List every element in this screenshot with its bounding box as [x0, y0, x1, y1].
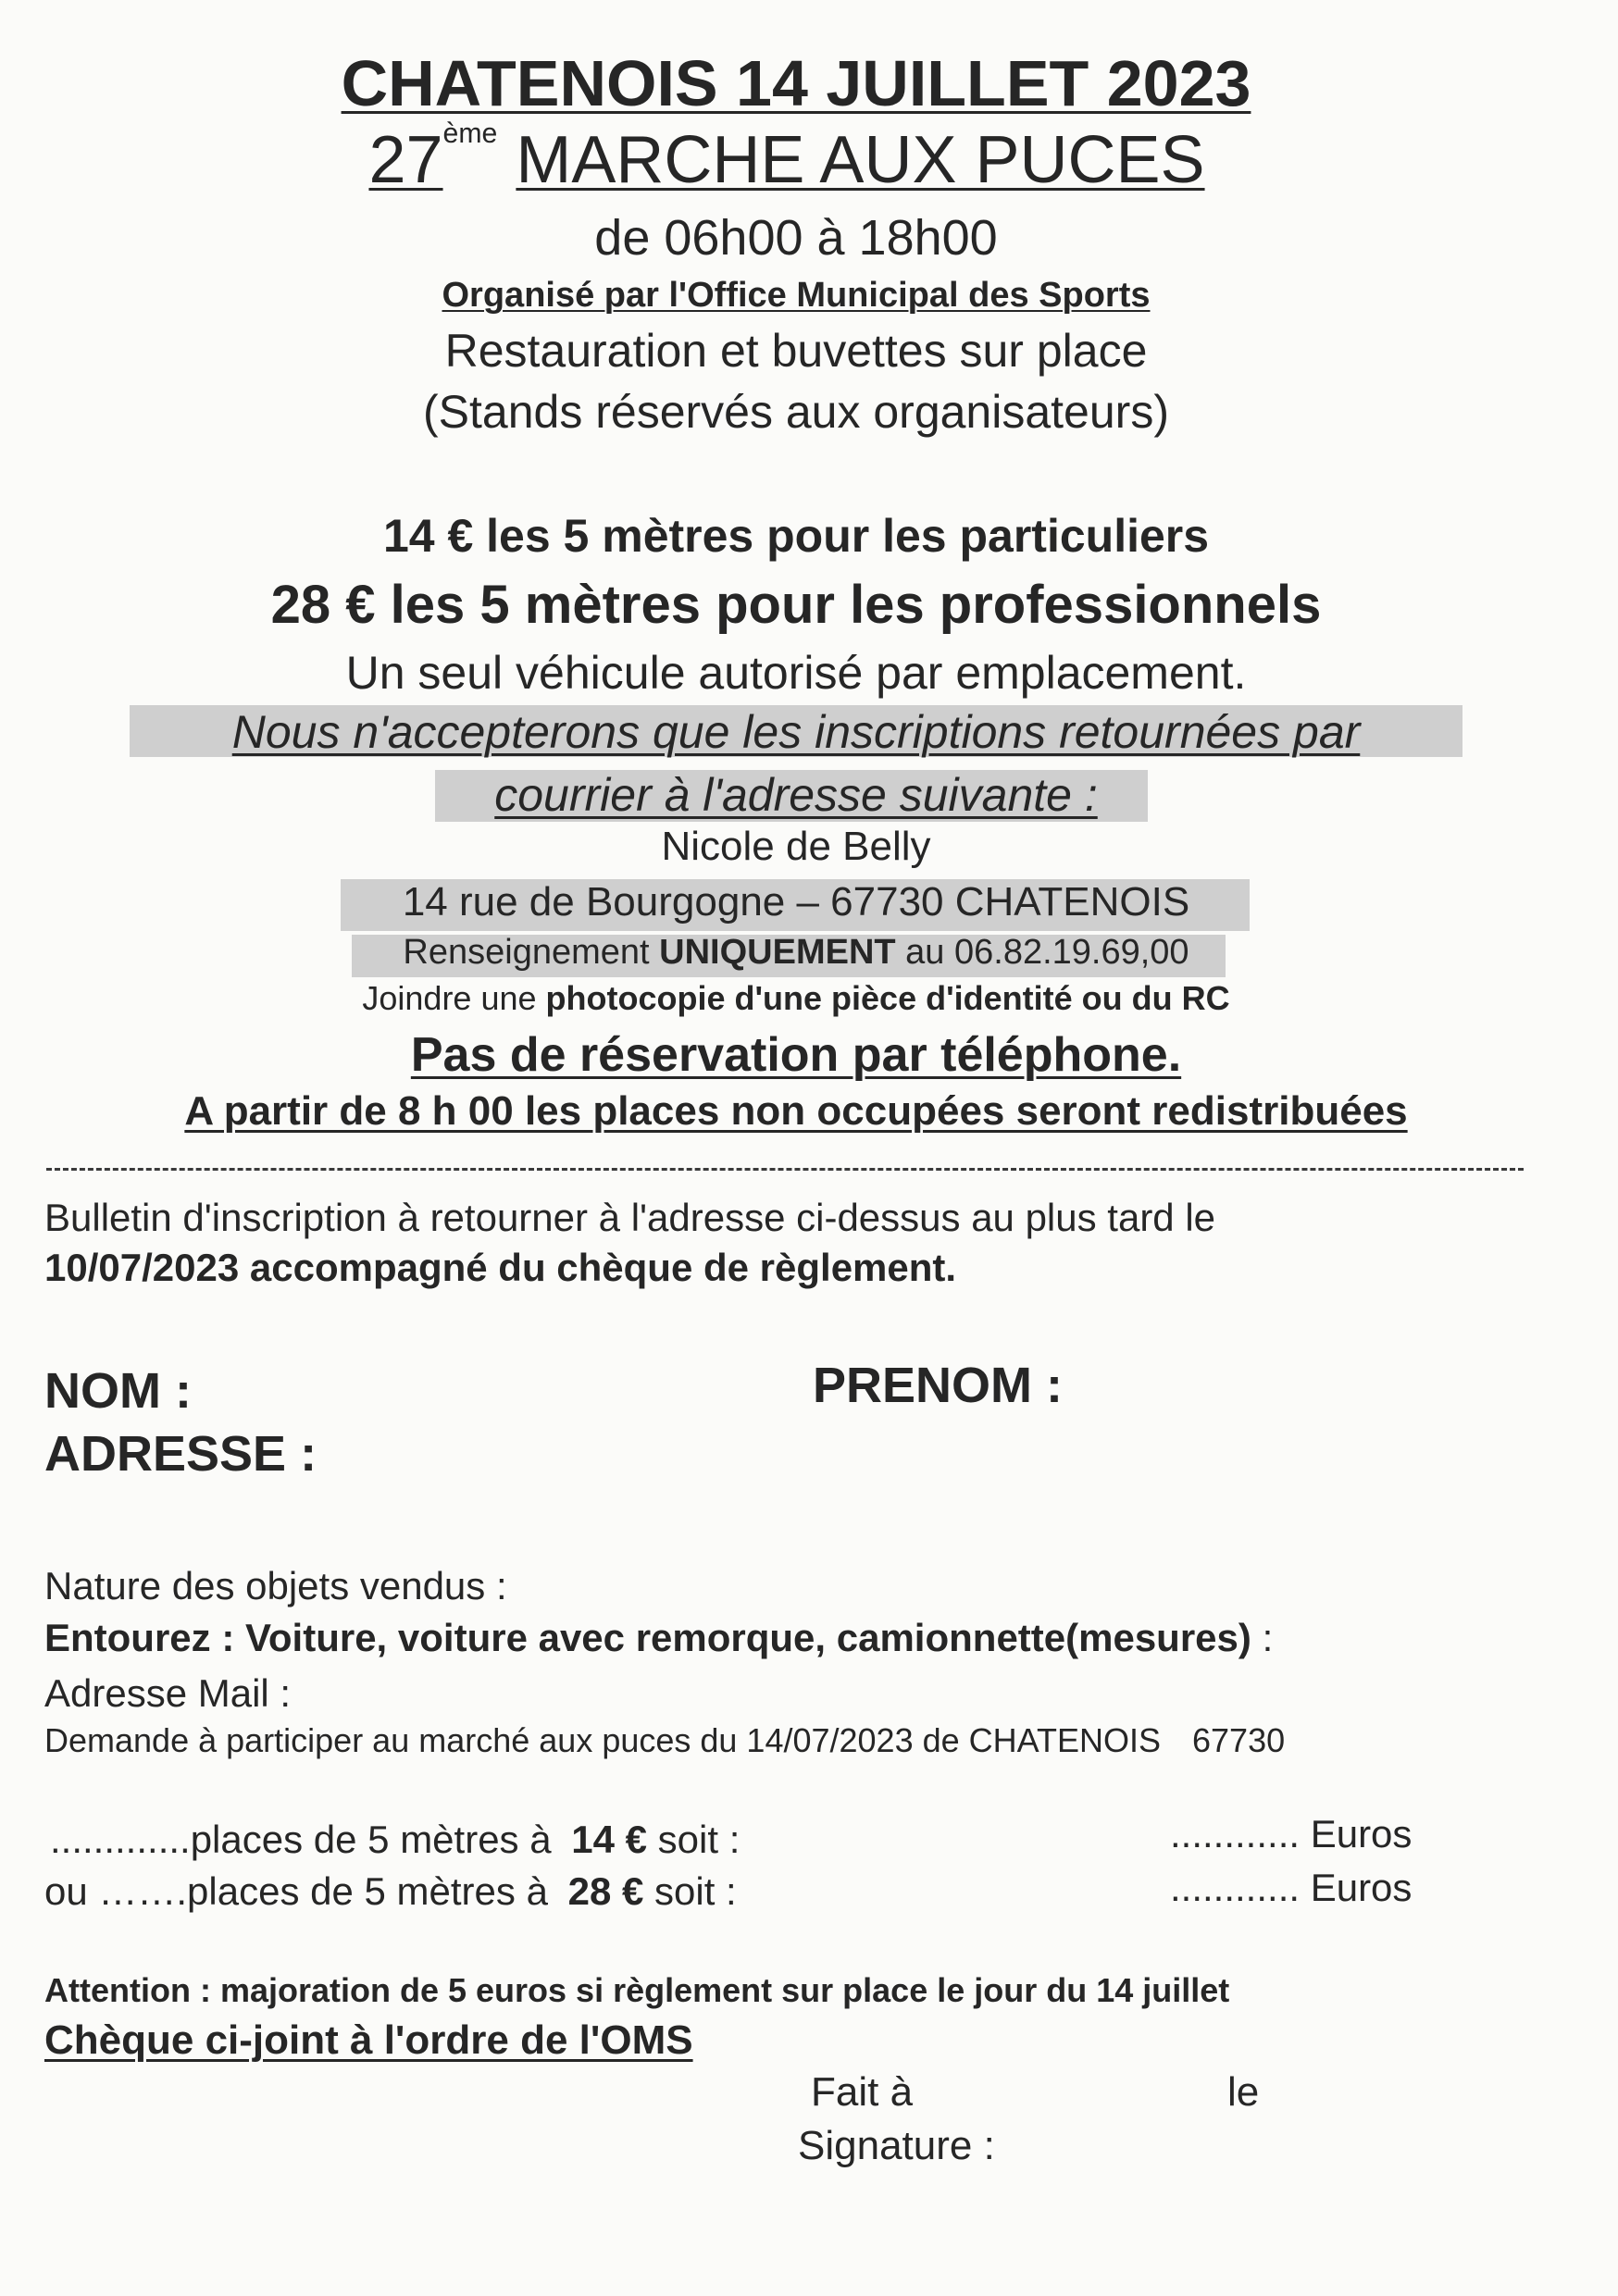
- registration-notice-line2: courrier à l'adresse suivante :: [494, 769, 1098, 821]
- places-14-total: ............ Euros: [1170, 1812, 1413, 1855]
- places-line-28: [44, 1869, 737, 1914]
- adresse-label: ADRESSE :: [44, 1426, 317, 1482]
- places-14-price: 14 €: [571, 1818, 647, 1861]
- cheque-note: Chèque ci-joint à l'ordre de l'OMS: [44, 2017, 693, 2063]
- vehicle-rule: Un seul véhicule autorisé par emplacement.: [345, 647, 1247, 699]
- email-label: Adresse Mail :: [44, 1671, 292, 1715]
- price-individuals: 14 € les 5 mètres pour les particuliers: [382, 510, 1210, 562]
- fait-label: Fait à: [811, 2069, 914, 2115]
- vehicle-choice-text: Entourez : Voiture, voiture avec remorque, camionnette(mesures): [44, 1616, 1251, 1659]
- registration-notice-line1: Nous n'accepterons que les inscriptions retournées par: [231, 706, 1361, 758]
- attach-prefix: Joindre une: [362, 979, 546, 1017]
- places-28-soit: soit :: [654, 1869, 737, 1913]
- info-line: [0, 933, 1605, 973]
- request-text: Demande à participer au marché aux puces du 14/07/2023 de CHATENOIS: [44, 1721, 1161, 1759]
- attach-line: [0, 979, 1605, 1018]
- vehicle-choice-colon: :: [1262, 1616, 1274, 1659]
- places-line-14: [50, 1818, 740, 1862]
- vehicle-choice-line: [44, 1616, 1273, 1660]
- cut-line: [46, 1168, 1524, 1171]
- redistribution-notice: A partir de 8 h 00 les places non occupées seront redistribuées: [184, 1088, 1408, 1134]
- form-intro-line2: 10/07/2023 accompagné du chèque de règlement.: [44, 1246, 957, 1289]
- contact-address: 14 rue de Bourgogne – 67730 CHATENOIS: [402, 879, 1190, 925]
- places-14-soit: soit :: [657, 1818, 741, 1861]
- signature-label: Signature :: [798, 2123, 995, 2168]
- prenom-label: PRENOM :: [813, 1358, 1063, 1413]
- event-title: CHATENOIS 14 JUILLET 2023: [341, 47, 1251, 119]
- event-hours: de 06h00 à 18h00: [594, 210, 998, 266]
- nom-label: NOM :: [44, 1363, 192, 1419]
- contact-name: Nicole de Belly: [661, 824, 931, 869]
- event-subtitle: [0, 118, 1596, 198]
- places-28-total: ............ Euros: [1170, 1866, 1413, 1909]
- info-phone: au 06.82.19.69,00: [895, 933, 1189, 972]
- no-phone-reservation: Pas de réservation par téléphone.: [410, 1028, 1182, 1082]
- event-name: MARCHE AUX PUCES: [516, 123, 1205, 197]
- places-14-dots: .............: [50, 1818, 191, 1861]
- nature-label: Nature des objets vendus :: [44, 1564, 507, 1607]
- places-14-text: places de 5 mètres à: [190, 1818, 552, 1861]
- edition-suffix: ème: [442, 118, 498, 149]
- request-postcode: 67730: [1192, 1721, 1286, 1759]
- places-28-price: 28 €: [567, 1869, 644, 1913]
- attach-emphasis: photocopie d'une pièce d'identité ou du RC: [545, 979, 1230, 1017]
- stands-note: (Stands réservés aux organisateurs): [423, 386, 1169, 438]
- edition-number: 27: [368, 123, 443, 197]
- date-label: le: [1227, 2069, 1260, 2115]
- request-line: [44, 1721, 1285, 1760]
- price-professionals: 28 € les 5 mètres pour les professionnels: [270, 575, 1322, 635]
- catering-line: Restauration et buvettes sur place: [444, 325, 1148, 377]
- places-28-prefix: ou ……: [44, 1869, 177, 1913]
- form-intro-line1: Bulletin d'inscription à retourner à l'adresse ci-dessus au plus tard le: [44, 1196, 1216, 1239]
- places-28-text: .places de 5 mètres à: [176, 1869, 548, 1913]
- attention-note: Attention : majoration de 5 euros si règlement sur place le jour du 14 juillet: [44, 1971, 1230, 2009]
- organizer-line: Organisé par l'Office Municipal des Sports: [442, 276, 1151, 315]
- info-prefix: Renseignement: [403, 933, 660, 972]
- info-emphasis: UNIQUEMENT: [659, 933, 896, 972]
